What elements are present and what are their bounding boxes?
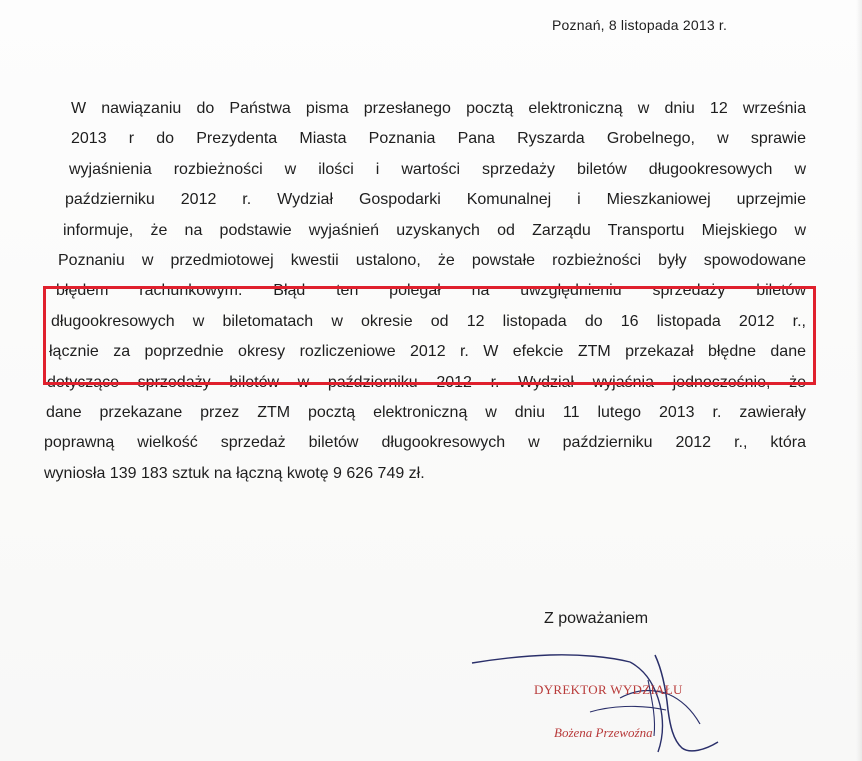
body-line-4: październiku 2012 r. Wydział Gospodarki Komunalnej i Mieszkaniowej uprzejmie bbox=[65, 191, 806, 209]
body-line-9: łącznie za poprzednie okresy rozliczeniowe 2012 r. W efekcie ZTM przekazał błędne dane bbox=[49, 343, 806, 361]
body-line-11: dane przekazane przez ZTM pocztą elektroniczną w dniu 11 lutego 2013 r. zawierały bbox=[46, 403, 806, 421]
body-line-2: 2013 r do Prezydenta Miasta Poznania Pana Ryszarda Grobelnego, w sprawie bbox=[71, 130, 806, 148]
signature-stamp bbox=[470, 650, 740, 761]
highlight-box bbox=[43, 286, 816, 385]
body-line-3: wyjaśnienia rozbieżności w ilości i wartości sprzedaży biletów długookresowych w bbox=[69, 160, 806, 178]
scan-edge-shadow bbox=[856, 0, 862, 761]
body-line-13: wyniosła 139 183 sztuk na łączną kwotę 9 626 749 zł. bbox=[44, 464, 425, 482]
body-line-1: W nawiązaniu do Państwa pisma przesłanego pocztą elektroniczną w dniu 12 września bbox=[71, 100, 806, 117]
body-line-5: informuje, że na podstawie wyjaśnień uzyskanych od Zarządu Transportu Miejskiego w bbox=[63, 221, 806, 239]
closing-salutation: Z poważaniem bbox=[544, 610, 649, 627]
letter-date: Poznań, 8 listopada 2013 r. bbox=[552, 17, 728, 33]
body-line-10: dotyczące sprzedaży biletów w październiku 2012 r. Wydział wyjaśnia jednocześnie, że bbox=[47, 373, 806, 391]
body-line-12: poprawną wielkość sprzedaż biletów długookresowych w październiku 2012 r., która bbox=[44, 434, 806, 452]
stamp-name: Bożena Przewoźna bbox=[554, 725, 653, 740]
body-line-7: błędem rachunkowym. Błąd ten polegał na uwzględnieniu sprzedaży biletów bbox=[56, 282, 806, 300]
body-line-8: długookresowych w biletomatach w okresie od 12 listopada do 16 listopada 2012 r., bbox=[51, 312, 806, 330]
signature-icon bbox=[470, 650, 740, 761]
body-line-6: Poznaniu w przedmiotowej kwestii ustalono, że powstałe rozbieżności były spowodowane bbox=[58, 251, 806, 269]
stamp-title: DYREKTOR WYDZIAŁU bbox=[534, 682, 683, 697]
